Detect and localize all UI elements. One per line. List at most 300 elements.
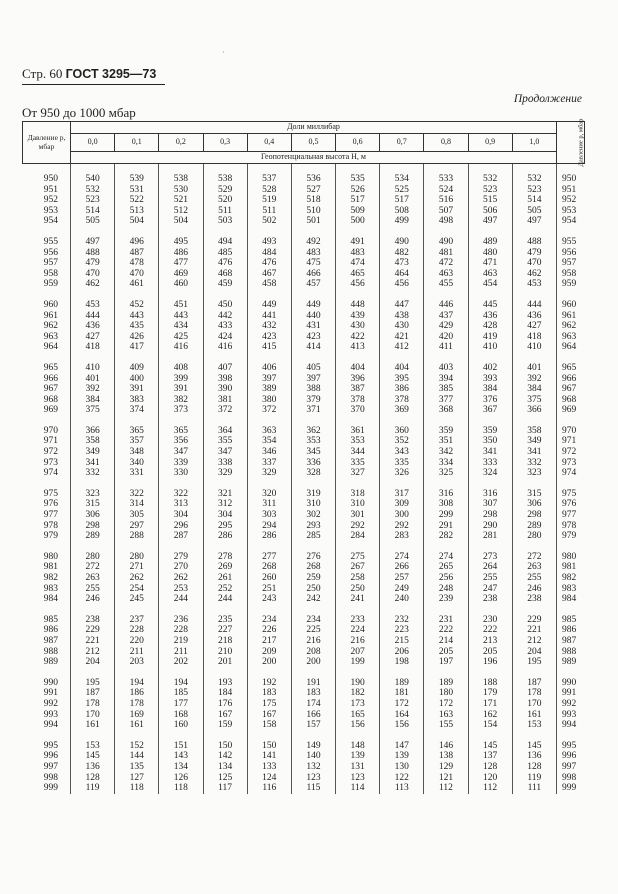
- height-cell: 375: [71, 405, 115, 416]
- height-cell: 292: [380, 521, 424, 532]
- pressure-cell-right: 977: [557, 510, 585, 521]
- height-cell: 153: [71, 741, 115, 752]
- height-cell: 437: [424, 311, 468, 322]
- pressure-cell: 980: [43, 551, 58, 562]
- pressure-cell: 983: [43, 583, 58, 594]
- height-cell: 299: [424, 510, 468, 521]
- height-cell: 429: [424, 321, 468, 332]
- height-cell: 221: [512, 625, 556, 636]
- height-cell: 458: [247, 279, 291, 290]
- height-cell: 505: [512, 206, 556, 217]
- table-row: [23, 363, 585, 374]
- height-cell: 361: [336, 426, 380, 437]
- height-cell: 449: [291, 300, 335, 311]
- table-row: [23, 458, 585, 469]
- height-cell: 384: [512, 384, 556, 395]
- height-cell: 203: [115, 657, 159, 668]
- height-cell: 310: [336, 499, 380, 510]
- height-cell: 323: [512, 468, 556, 479]
- height-cell: 357: [115, 436, 159, 447]
- height-cell: 198: [380, 657, 424, 668]
- height-cell: 298: [468, 510, 512, 521]
- height-cell: 330: [159, 468, 203, 479]
- height-cell: 124: [247, 773, 291, 784]
- pressure-cell-right: 995: [557, 741, 585, 752]
- height-cell: 118: [159, 783, 203, 794]
- height-cell: 419: [468, 332, 512, 343]
- height-cell: 359: [424, 426, 468, 437]
- height-cell: 139: [336, 751, 380, 762]
- height-cell: 494: [203, 237, 247, 248]
- height-cell: 523: [468, 185, 512, 196]
- height-cell: 288: [115, 531, 159, 542]
- table-row: [23, 384, 585, 395]
- pressure-cell: 988: [43, 646, 58, 657]
- height-cell: 476: [247, 258, 291, 269]
- height-cell: 504: [159, 216, 203, 227]
- pressure-cell: 952: [43, 195, 58, 206]
- height-cell: 227: [203, 625, 247, 636]
- height-cell: 128: [512, 762, 556, 773]
- height-cell: 246: [71, 594, 115, 605]
- height-cell: 438: [380, 311, 424, 322]
- height-cell: 444: [71, 311, 115, 322]
- height-cell: 318: [336, 489, 380, 500]
- height-cell: 532: [71, 185, 115, 196]
- height-cell: 340: [115, 458, 159, 469]
- height-cell: 268: [247, 562, 291, 573]
- height-cell: 539: [115, 174, 159, 185]
- height-cell: 286: [247, 531, 291, 542]
- pressure-cell: 966: [43, 373, 58, 384]
- height-cell: 181: [380, 688, 424, 699]
- pressure-cell: 978: [43, 520, 58, 531]
- height-cell: 447: [380, 300, 424, 311]
- height-cell: 353: [336, 436, 380, 447]
- height-cell: 134: [203, 762, 247, 773]
- height-cell: 368: [424, 405, 468, 416]
- height-cell: 261: [203, 573, 247, 584]
- height-cell: 378: [380, 395, 424, 406]
- page-header: [22, 66, 156, 82]
- height-cell: 464: [380, 269, 424, 280]
- height-cell: 327: [336, 468, 380, 479]
- pressure-cell: 984: [43, 594, 58, 605]
- height-cell: 258: [336, 573, 380, 584]
- height-cell: 210: [203, 647, 247, 658]
- height-cell: 269: [203, 562, 247, 573]
- pressure-cell: 996: [43, 751, 58, 762]
- standard-id: ГОСТ 3295—73: [65, 67, 157, 81]
- table-row: [23, 489, 585, 500]
- pressure-cell-right: 994: [557, 720, 585, 731]
- pressure-cell: 974: [43, 468, 58, 479]
- pressure-cell: 997: [43, 761, 58, 772]
- table-row: [23, 710, 585, 721]
- group-gap: [23, 416, 585, 426]
- height-cell: 250: [291, 584, 335, 595]
- pressure-cell-right: 996: [557, 751, 585, 762]
- height-cell: 290: [468, 521, 512, 532]
- pressure-cell-right: 956: [557, 248, 585, 259]
- pressure-cell-right: 973: [557, 458, 585, 469]
- height-cell: 125: [203, 773, 247, 784]
- table-row: [23, 625, 585, 636]
- height-cell: 312: [203, 499, 247, 510]
- height-cell: 315: [512, 489, 556, 500]
- height-cell: 535: [336, 174, 380, 185]
- height-cell: 486: [159, 248, 203, 259]
- height-cell: 346: [247, 447, 291, 458]
- height-cell: 508: [380, 206, 424, 217]
- height-cell: 442: [203, 311, 247, 322]
- height-cell: 123: [336, 773, 380, 784]
- height-cell: 495: [159, 237, 203, 248]
- height-cell: 150: [247, 741, 291, 752]
- pressure-cell: 970: [43, 425, 58, 436]
- height-cell: 287: [159, 531, 203, 542]
- column-header: 0,8: [424, 134, 468, 152]
- height-cell: 470: [512, 258, 556, 269]
- pressure-cell-right: 966: [557, 374, 585, 385]
- height-cell: 392: [512, 374, 556, 385]
- height-cell: 296: [159, 521, 203, 532]
- table-row: [23, 332, 585, 343]
- pressure-cell: 981: [43, 562, 58, 573]
- height-cell: 367: [468, 405, 512, 416]
- height-cell: 190: [336, 678, 380, 689]
- height-cell: 426: [115, 332, 159, 343]
- height-cell: 156: [336, 720, 380, 731]
- height-cell: 192: [247, 678, 291, 689]
- height-cell: 451: [159, 300, 203, 311]
- table-row: [23, 468, 585, 479]
- height-cell: 428: [468, 321, 512, 332]
- height-cell: 354: [247, 436, 291, 447]
- height-cell: 260: [247, 573, 291, 584]
- height-cell: 138: [424, 751, 468, 762]
- height-cell: 302: [291, 510, 335, 521]
- height-cell: 386: [380, 384, 424, 395]
- height-cell: 382: [159, 395, 203, 406]
- height-cell: 538: [159, 174, 203, 185]
- height-cell: 147: [380, 741, 424, 752]
- height-cell: 238: [512, 594, 556, 605]
- height-cell: 152: [115, 741, 159, 752]
- height-cell: 418: [512, 332, 556, 343]
- height-cell: 159: [203, 720, 247, 731]
- height-cell: 470: [71, 269, 115, 280]
- height-cell: 182: [336, 688, 380, 699]
- height-cell: 298: [512, 510, 556, 521]
- height-cell: 505: [71, 216, 115, 227]
- table-row: [23, 185, 585, 196]
- height-cell: 411: [424, 342, 468, 353]
- height-cell: 370: [336, 405, 380, 416]
- height-cell: 335: [380, 458, 424, 469]
- height-cell: 116: [247, 783, 291, 794]
- pressure-height-table: [22, 118, 585, 794]
- height-cell: 306: [512, 499, 556, 510]
- height-cell: 132: [291, 762, 335, 773]
- height-cell: 136: [512, 751, 556, 762]
- height-cell: 406: [247, 363, 291, 374]
- group-gap: [23, 731, 585, 741]
- height-cell: 262: [115, 573, 159, 584]
- height-cell: 212: [512, 636, 556, 647]
- height-cell: 491: [336, 237, 380, 248]
- height-cell: 145: [71, 751, 115, 762]
- height-cell: 498: [424, 216, 468, 227]
- height-cell: 216: [291, 636, 335, 647]
- height-cell: 523: [71, 195, 115, 206]
- height-cell: 218: [203, 636, 247, 647]
- height-cell: 171: [468, 699, 512, 710]
- height-cell: 280: [512, 531, 556, 542]
- height-cell: 423: [247, 332, 291, 343]
- pressure-cell-right: 983: [557, 584, 585, 595]
- height-cell: 453: [512, 279, 556, 290]
- table-row: [23, 678, 585, 689]
- height-cell: 480: [468, 248, 512, 259]
- height-cell: 474: [336, 258, 380, 269]
- height-cell: 242: [291, 594, 335, 605]
- height-cell: 228: [159, 625, 203, 636]
- height-cell: 223: [380, 625, 424, 636]
- height-cell: 204: [71, 657, 115, 668]
- pressure-cell: 961: [43, 310, 58, 321]
- height-cell: 433: [203, 321, 247, 332]
- height-cell: 180: [424, 688, 468, 699]
- height-cell: 531: [115, 185, 159, 196]
- pressure-cell-right: 990: [557, 678, 585, 689]
- group-gap: [23, 542, 585, 552]
- pressure-cell: 959: [43, 279, 58, 290]
- height-cell: 506: [468, 206, 512, 217]
- height-cell: 112: [468, 783, 512, 794]
- height-cell: 483: [336, 248, 380, 259]
- pressure-cell: 977: [43, 510, 58, 521]
- table-row: [23, 584, 585, 595]
- table-row: [23, 405, 585, 416]
- height-cell: 337: [247, 458, 291, 469]
- pressure-cell: 991: [43, 688, 58, 699]
- height-cell: 440: [291, 311, 335, 322]
- height-cell: 469: [159, 269, 203, 280]
- height-cell: 119: [71, 783, 115, 794]
- pressure-cell-right: 954: [557, 216, 585, 227]
- height-cell: 148: [336, 741, 380, 752]
- table-row: [23, 499, 585, 510]
- height-cell: 336: [291, 458, 335, 469]
- height-cell: 289: [71, 531, 115, 542]
- pressure-cell: 951: [43, 184, 58, 195]
- height-cell: 255: [71, 584, 115, 595]
- height-cell: 238: [71, 615, 115, 626]
- pressure-cell-right: 986: [557, 625, 585, 636]
- height-cell: 453: [71, 300, 115, 311]
- height-cell: 228: [115, 625, 159, 636]
- group-gap: [23, 290, 585, 300]
- height-cell: 259: [291, 573, 335, 584]
- height-cell: 379: [291, 395, 335, 406]
- height-cell: 301: [336, 510, 380, 521]
- pressure-cell-right: 980: [557, 552, 585, 563]
- height-cell: 497: [468, 216, 512, 227]
- height-cell: 470: [115, 269, 159, 280]
- height-cell: 294: [247, 521, 291, 532]
- pressure-cell-right: 976: [557, 499, 585, 510]
- height-cell: 455: [424, 279, 468, 290]
- height-cell: 161: [115, 720, 159, 731]
- height-cell: 521: [159, 195, 203, 206]
- pressure-cell: 994: [43, 720, 58, 731]
- height-cell: 160: [159, 720, 203, 731]
- height-cell: 341: [468, 447, 512, 458]
- height-cell: 371: [291, 405, 335, 416]
- height-cell: 214: [424, 636, 468, 647]
- height-cell: 216: [336, 636, 380, 647]
- height-cell: 421: [380, 332, 424, 343]
- height-cell: 452: [115, 300, 159, 311]
- column-header-row: [23, 134, 585, 152]
- height-cell: 127: [115, 773, 159, 784]
- height-cell: 483: [291, 248, 335, 259]
- height-cell: 331: [115, 468, 159, 479]
- height-cell: 308: [424, 499, 468, 510]
- height-cell: 416: [203, 342, 247, 353]
- height-cell: 286: [203, 531, 247, 542]
- height-cell: 355: [203, 436, 247, 447]
- pressure-cell-right: 984: [557, 594, 585, 605]
- height-cell: 240: [380, 594, 424, 605]
- height-cell: 391: [115, 384, 159, 395]
- height-cell: 332: [71, 468, 115, 479]
- column-header: 0,9: [468, 134, 512, 152]
- height-cell: 200: [291, 657, 335, 668]
- height-cell: 157: [291, 720, 335, 731]
- height-cell: 492: [291, 237, 335, 248]
- height-cell: 146: [424, 741, 468, 752]
- height-cell: 410: [468, 342, 512, 353]
- height-cell: 485: [203, 248, 247, 259]
- height-cell: 375: [512, 395, 556, 406]
- pressure-cell: 995: [43, 740, 58, 751]
- height-cell: 468: [203, 269, 247, 280]
- height-cell: 142: [203, 751, 247, 762]
- table-row: [23, 647, 585, 658]
- height-cell: 166: [291, 710, 335, 721]
- height-cell: 431: [291, 321, 335, 332]
- height-cell: 439: [336, 311, 380, 322]
- height-cell: 460: [159, 279, 203, 290]
- height-cell: 163: [424, 710, 468, 721]
- height-cell: 281: [468, 531, 512, 542]
- height-cell: 267: [336, 562, 380, 573]
- height-cell: 466: [291, 269, 335, 280]
- height-cell: 277: [247, 552, 291, 563]
- height-cell: 121: [424, 773, 468, 784]
- table-row: [23, 206, 585, 217]
- height-cell: 462: [512, 269, 556, 280]
- height-cell: 349: [512, 436, 556, 447]
- column-header: 0,6: [336, 134, 380, 152]
- column-header: 0,5: [291, 134, 335, 152]
- column-header: 0,0: [71, 134, 115, 152]
- height-cell: 155: [424, 720, 468, 731]
- height-cell: 317: [380, 489, 424, 500]
- height-cell: 391: [159, 384, 203, 395]
- pressure-cell: 972: [43, 447, 58, 458]
- table-row: [23, 237, 585, 248]
- height-cell: 516: [424, 195, 468, 206]
- height-cell: 263: [512, 562, 556, 573]
- height-cell: 323: [71, 489, 115, 500]
- height-cell: 326: [380, 468, 424, 479]
- height-cell: 114: [336, 783, 380, 794]
- height-cell: 459: [203, 279, 247, 290]
- group-gap: [23, 479, 585, 489]
- pressure-cell-right: 953: [557, 206, 585, 217]
- height-cell: 241: [336, 594, 380, 605]
- height-cell: 536: [291, 174, 335, 185]
- height-cell: 427: [71, 332, 115, 343]
- height-cell: 401: [512, 363, 556, 374]
- pressure-cell-right: 988: [557, 647, 585, 658]
- group-gap: [23, 605, 585, 615]
- height-cell: 478: [115, 258, 159, 269]
- column-header: 0,7: [380, 134, 424, 152]
- table-row: [23, 741, 585, 752]
- height-cell: 415: [247, 342, 291, 353]
- height-cell: 310: [291, 499, 335, 510]
- height-cell: 358: [512, 426, 556, 437]
- height-cell: 481: [424, 248, 468, 259]
- height-cell: 457: [291, 279, 335, 290]
- height-cell: 376: [468, 395, 512, 406]
- height-cell: 435: [115, 321, 159, 332]
- height-cell: 344: [336, 447, 380, 458]
- height-cell: 221: [71, 636, 115, 647]
- height-cell: 128: [71, 773, 115, 784]
- table-row: [23, 342, 585, 353]
- height-cell: 434: [159, 321, 203, 332]
- pressure-cell-right: 961: [557, 311, 585, 322]
- height-cell: 445: [468, 300, 512, 311]
- table-row: [23, 510, 585, 521]
- height-cell: 525: [380, 185, 424, 196]
- pressure-cell: 989: [43, 657, 58, 668]
- height-cell: 398: [203, 374, 247, 385]
- height-cell: 473: [380, 258, 424, 269]
- height-cell: 353: [291, 436, 335, 447]
- pressure-cell-right: 969: [557, 405, 585, 416]
- height-cell: 343: [380, 447, 424, 458]
- pressure-cell: 955: [43, 236, 58, 247]
- height-cell: 389: [247, 384, 291, 395]
- height-cell: 430: [380, 321, 424, 332]
- pressure-cell: 979: [43, 531, 58, 542]
- height-cell: 178: [71, 699, 115, 710]
- height-cell: 385: [424, 384, 468, 395]
- height-cell: 309: [380, 499, 424, 510]
- height-cell: 246: [512, 584, 556, 595]
- table-row: [23, 573, 585, 584]
- height-cell: 497: [71, 237, 115, 248]
- height-cell: 350: [468, 436, 512, 447]
- height-cell: 392: [71, 384, 115, 395]
- height-cell: 342: [424, 447, 468, 458]
